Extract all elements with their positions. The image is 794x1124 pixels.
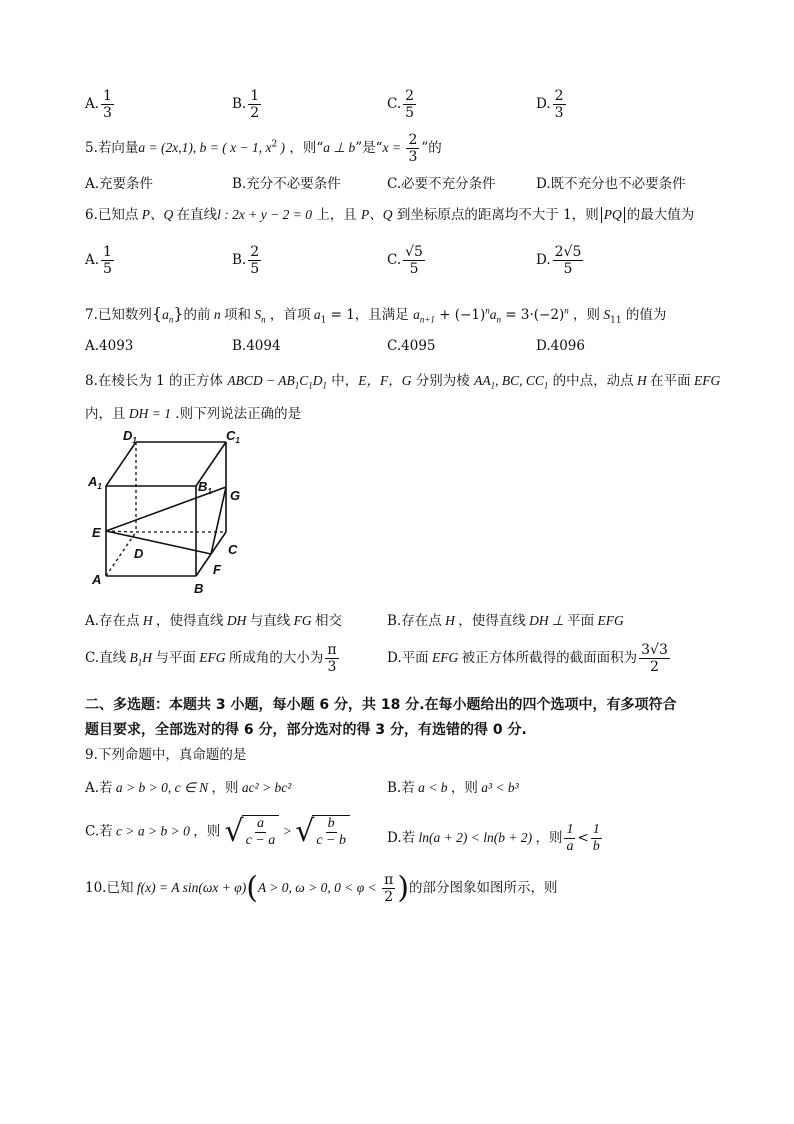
q9-option-d[interactable]: D.若 ln(a + 2) < ln(b + 2) ，则 $\frac{1}{a}$ < $\frac{1}{b}$ [387,822,600,855]
q10-function: f(x) = A sin(ωx + φ) [133,880,247,896]
q8-option-a[interactable]: A.存在点 H ，使得直线 DH 与直线 FG 相交 [85,613,343,629]
cube-figure [86,428,256,596]
q4-a-den: 3 [103,105,112,122]
q8-stem-line2: 内，且 DH = 1 .则下列说法正确的是 [85,406,302,422]
label-f: F [213,562,221,577]
q6-option-b[interactable]: B. $\frac{2}{5}$ [232,244,260,278]
q5-option-d[interactable]: D.既不充分也不必要条件 [536,176,686,192]
q5-vector-b: b = ( x − 1, x [199,140,272,156]
label-d1: $D_1$ [123,428,137,445]
q10-stem: 10.已知 f(x) = A sin(ωx + φ)(A > 0, ω > 0, 0 < φ < $\frac{\pi}{2}$ )的部分图象如图所示，则 [85,870,558,906]
q8-option-c[interactable]: C.直线 $B_1H$ 与平面 EFG 所成角的大小为 $\frac{\pi}{3}$ [85,642,337,676]
q7-stem: 7.已知数列$\{a_n\}$的前 n 项和 $S_n$ ，首项 $a_1 = 1$，且满足 $a_{n+1} + (-1)^na_n = 3\cdot(-2)^n$ ，则 $S_{11}$ 的值为 [85,304,667,326]
label-d: D [134,546,144,561]
label-e: E [92,525,101,540]
q7-option-a[interactable]: A.4093 [85,338,134,354]
q4-b-den: 2 [250,105,260,122]
q4-b-num: 1 [250,88,260,104]
q9-option-c[interactable]: C.若 c > a > b > 0 ，则 √ $\frac{a}{c - a}$ > √ $\frac{b}{c - b}$ [85,815,350,849]
q6-abs-pq: PQ [603,207,622,222]
label-b: B [194,581,204,596]
q9-option-a[interactable]: A.若 a > b > 0, c ∈ N ，则 ac² > bc² [85,780,292,796]
section2-title-line2: 题目要求，全部选对的得 6 分，部分选对的得 3 分，有选错的得 0 分. [85,722,527,738]
q9-option-b[interactable]: B.若 a < b ，则 a³ < b³ [387,780,519,796]
q8-stem-line1: 8.在棱长为 1 的正方体 ABCD − $AB_1C_1D_1$ 中，E，F，G 分别为棱 $AA_1$, BC, $CC_1$ 的中点，动点 H 在平面 EFG [85,373,721,391]
label-g: G [230,488,241,503]
q5-option-c[interactable]: C.必要不充分条件 [387,176,496,192]
q5-vector-a: a = (2x,1), [138,140,200,156]
q5-option-b[interactable]: B.充分不必要条件 [232,176,341,192]
q4-option-a[interactable]: A. $\frac{1}{3}$ [85,88,112,122]
q7-options [85,338,725,356]
q4-option-d[interactable]: D. $\frac{2}{3}$ [536,88,564,122]
q5-options [85,172,725,190]
label-b1: $B_1$ [198,479,212,496]
q6-line-equation: l : 2x + y − 2 = 0 [217,207,312,222]
q7-option-b[interactable]: B.4094 [232,338,281,354]
q6-option-c[interactable]: C. $\frac{√5}{5}$ [387,244,423,278]
label-c: C [228,542,238,557]
q4-d-num: 2 [554,88,564,104]
q4-a-num: 1 [103,88,112,104]
q7-sequence: a [162,307,169,322]
section2-title-line1: 二、多选题：本题共 3 小题，每小题 6 分，共 18 分.在每小题给出的四个选项中，有多项符合 [85,697,677,713]
q8-option-b[interactable]: B.存在点 H ，使得直线 DH ⊥ 平面 EFG [387,613,624,629]
q5-perp: a ⊥ b [323,140,356,156]
q6-stem: 6.已知点 P、Q 在直线l : 2x + y − 2 = 0 上，且 P、Q 到坐标原点的距离均不大于 1，则 PQ 的最大值为 [85,207,695,223]
q4-option-b[interactable]: B. $\frac{1}{2}$ [232,88,260,122]
label-a1: $A_1$ [88,474,102,491]
q8-cube-name: ABCD − A [227,373,287,388]
q8-option-d[interactable]: D.平面 EFG 被正方体所截得的截面面积为 $\frac{3√3}{2}$ [387,642,668,676]
q6-options [85,244,725,288]
q7-option-d[interactable]: D.4096 [536,338,585,354]
label-a: A [92,572,102,587]
q5-stem: 5.若向量a = (2x,1), b = ( x − 1, $x^2$ ) ，则“a ⊥ b”是“x = $\frac{2}{3}$ ”的 [85,132,442,166]
q6-option-d[interactable]: D. $\frac{2√5}{5}$ [536,244,582,278]
q6-option-a[interactable]: A. $\frac{1}{5}$ [85,244,112,278]
label-c1: $C_1$ [226,428,240,445]
q4-option-c[interactable]: C. $\frac{2}{5}$ [387,88,415,122]
q7-option-c[interactable]: C.4095 [387,338,436,354]
q4-c-den: 5 [405,105,415,122]
q5-option-a[interactable]: A.充要条件 [85,176,154,192]
q4-c-num: 2 [405,88,415,104]
q4-d-den: 3 [554,105,564,122]
q9-stem: 9.下列命题中，真命题的是 [85,747,247,763]
